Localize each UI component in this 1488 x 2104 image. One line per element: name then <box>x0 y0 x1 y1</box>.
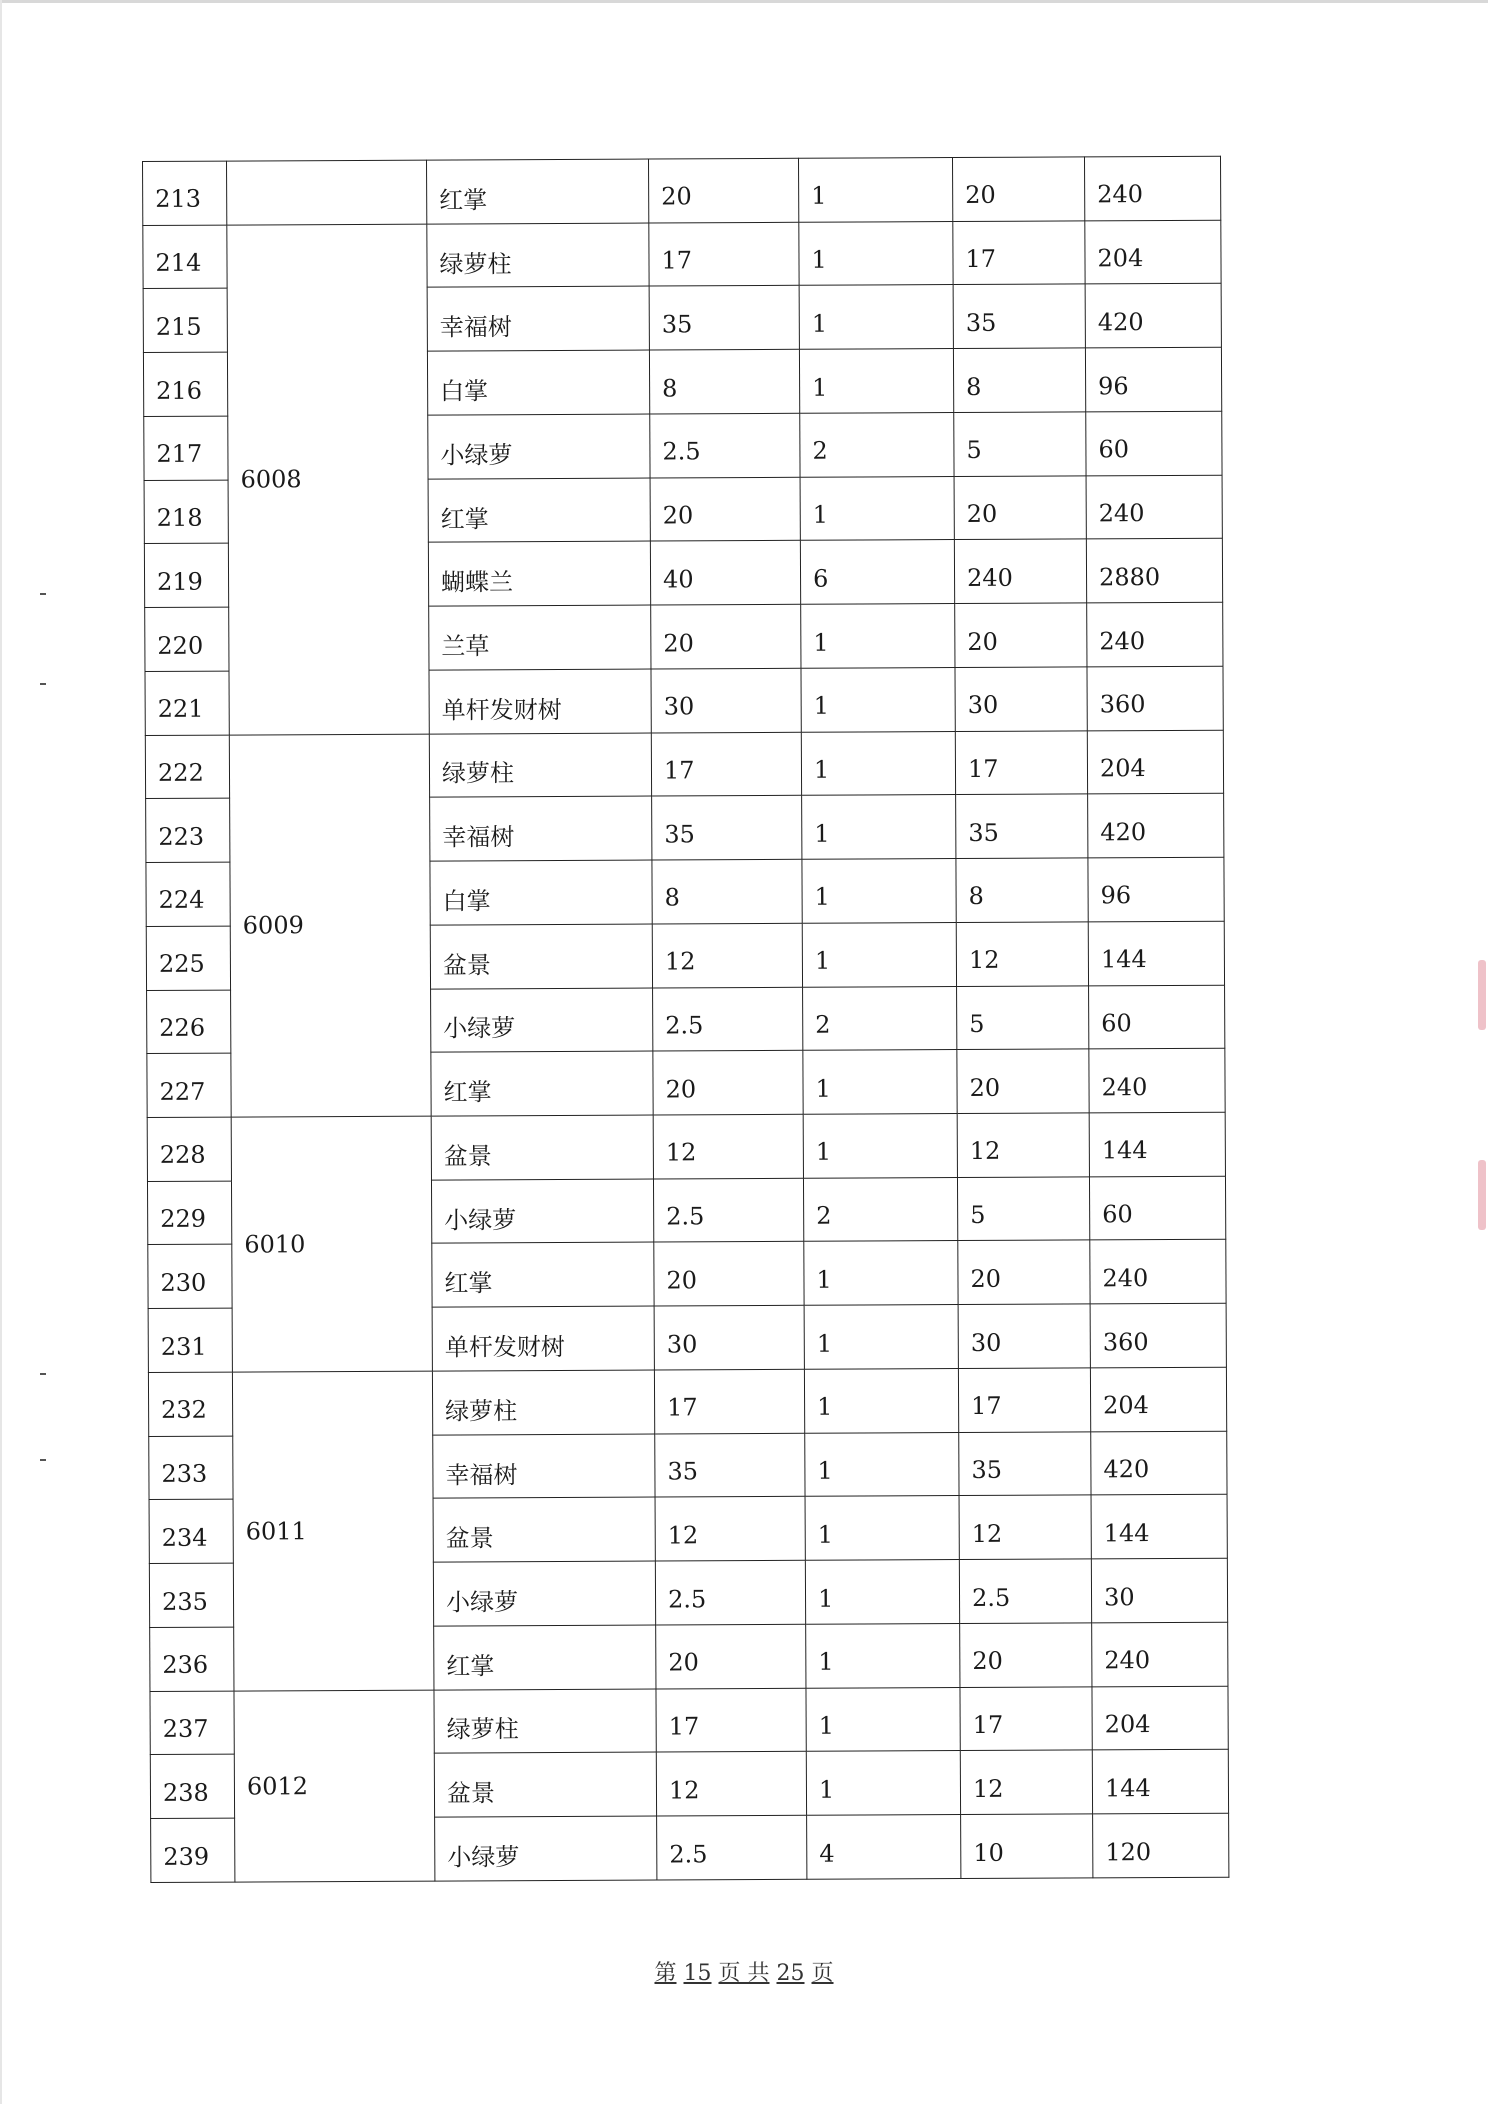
cell-no: 222 <box>145 735 229 799</box>
binding-hole-mark <box>40 683 46 685</box>
cell-name: 幸福树 <box>430 796 652 861</box>
cell-name: 绿萝柱 <box>429 733 651 798</box>
cell-total: 420 <box>1085 284 1221 348</box>
cell-total: 120 <box>1093 1813 1229 1878</box>
cell-price: 2.5 <box>655 1560 805 1624</box>
cell-price: 2.5 <box>653 987 803 1051</box>
cell-price: 8 <box>652 859 802 923</box>
footer-middle: 页 共 <box>718 1961 770 1986</box>
cell-no: 234 <box>149 1499 233 1563</box>
cell-total: 60 <box>1086 411 1222 475</box>
cell-qty: 1 <box>801 731 955 795</box>
cell-unit-total: 17 <box>953 221 1085 285</box>
cell-unit-total: 17 <box>960 1687 1092 1751</box>
cell-unit-total: 17 <box>958 1368 1090 1432</box>
cell-name: 白掌 <box>427 350 649 415</box>
cell-name: 单杆发财树 <box>432 1306 654 1371</box>
cell-price: 12 <box>652 923 802 987</box>
table-body <box>143 156 1229 1882</box>
cell-price: 2.5 <box>653 1178 803 1242</box>
cell-name: 小绿萝 <box>431 1179 653 1244</box>
footer-suffix: 页 <box>811 1961 834 1986</box>
cell-total: 144 <box>1089 1112 1225 1176</box>
cell-group: 6012 <box>234 1690 435 1882</box>
footer-prefix: 第 <box>654 1961 677 1986</box>
cell-no: 225 <box>146 926 230 990</box>
cell-unit-total: 12 <box>957 1113 1089 1177</box>
cell-no: 220 <box>145 607 229 671</box>
cell-unit-total: 20 <box>958 1240 1090 1304</box>
cell-name: 盆景 <box>430 924 652 989</box>
cell-price: 35 <box>652 796 802 860</box>
cell-no: 236 <box>150 1627 234 1691</box>
cell-no: 230 <box>148 1245 232 1309</box>
seal-edge-mark <box>1478 960 1486 1030</box>
cell-unit-total: 5 <box>954 412 1086 476</box>
cell-price: 30 <box>654 1305 804 1369</box>
total-pages-number: 25 <box>776 1961 805 1986</box>
cell-total: 60 <box>1089 1176 1225 1240</box>
cell-group <box>227 160 427 225</box>
cell-unit-total: 30 <box>958 1304 1090 1368</box>
cell-qty: 1 <box>802 795 956 859</box>
seal-edge-mark <box>1478 1160 1486 1230</box>
cell-unit-total: 20 <box>955 603 1087 667</box>
cell-name: 盆景 <box>431 1115 653 1180</box>
cell-unit-total: 5 <box>957 1177 1089 1241</box>
cell-name: 绿萝柱 <box>427 223 649 288</box>
cell-no: 239 <box>151 1818 235 1882</box>
cell-price: 17 <box>649 222 799 286</box>
cell-price: 2.5 <box>657 1815 807 1880</box>
cell-qty: 2 <box>800 412 954 476</box>
cell-name: 兰草 <box>429 605 651 670</box>
cell-qty: 1 <box>806 1623 960 1687</box>
table-row <box>143 156 1221 225</box>
cell-unit-total: 20 <box>960 1623 1092 1687</box>
cell-price: 20 <box>656 1624 806 1688</box>
table-row <box>145 730 1223 799</box>
cell-total: 204 <box>1085 220 1221 284</box>
cell-total: 144 <box>1092 1750 1228 1814</box>
cell-name: 小绿萝 <box>435 1816 657 1881</box>
cell-name: 蝴蝶兰 <box>428 541 650 606</box>
page-footer <box>0 1956 1488 1987</box>
cell-total: 240 <box>1092 1622 1228 1686</box>
cell-unit-total: 17 <box>955 730 1087 794</box>
cell-total: 420 <box>1088 794 1224 858</box>
cell-price: 12 <box>656 1752 806 1816</box>
binding-hole-mark <box>40 1373 46 1375</box>
cell-no: 238 <box>150 1754 234 1818</box>
cell-unit-total: 2.5 <box>959 1559 1091 1623</box>
table-row <box>147 1112 1225 1181</box>
cell-price: 40 <box>650 541 800 605</box>
cell-total: 144 <box>1091 1495 1227 1559</box>
cell-total: 204 <box>1087 730 1223 794</box>
cell-qty: 1 <box>805 1496 959 1560</box>
cell-price: 20 <box>651 604 801 668</box>
cell-group: 6010 <box>231 1116 432 1372</box>
cell-price: 12 <box>653 1114 803 1178</box>
cell-total: 96 <box>1085 347 1221 411</box>
cell-qty: 2 <box>803 1177 957 1241</box>
cell-unit-total: 5 <box>957 985 1089 1049</box>
cell-total: 2880 <box>1086 539 1222 603</box>
cell-no: 228 <box>147 1117 231 1181</box>
cell-qty: 1 <box>800 476 954 540</box>
cell-unit-total: 12 <box>956 922 1088 986</box>
cell-no: 214 <box>143 225 227 289</box>
cell-no: 233 <box>149 1436 233 1500</box>
scan-top-edge <box>0 0 1488 3</box>
cell-qty: 1 <box>799 349 953 413</box>
cell-qty: 1 <box>801 604 955 668</box>
cell-unit-total: 240 <box>954 539 1086 603</box>
cell-no: 223 <box>146 798 230 862</box>
cell-unit-total: 12 <box>959 1495 1091 1559</box>
cell-price: 35 <box>655 1433 805 1497</box>
cell-no: 229 <box>147 1181 231 1245</box>
cell-total: 240 <box>1090 1240 1226 1304</box>
cell-unit-total: 8 <box>953 348 1085 412</box>
cell-unit-total: 35 <box>959 1432 1091 1496</box>
cell-unit-total: 20 <box>957 1049 1089 1113</box>
cell-qty: 1 <box>803 1050 957 1114</box>
cell-price: 20 <box>650 477 800 541</box>
cell-qty: 6 <box>800 540 954 604</box>
cell-price: 8 <box>649 349 799 413</box>
cell-no: 213 <box>143 161 227 225</box>
cell-total: 360 <box>1087 666 1223 730</box>
cell-qty: 1 <box>806 1687 960 1751</box>
cell-unit-total: 35 <box>956 794 1088 858</box>
cell-name: 绿萝柱 <box>432 1370 654 1435</box>
cell-name: 红掌 <box>428 478 650 543</box>
cell-name: 小绿萝 <box>428 414 650 479</box>
cell-unit-total: 20 <box>952 157 1084 221</box>
cell-name: 幸福树 <box>427 286 649 351</box>
cell-price: 17 <box>654 1369 804 1433</box>
cell-name: 单杆发财树 <box>429 669 651 734</box>
cell-qty: 1 <box>804 1241 958 1305</box>
cell-name: 红掌 <box>434 1625 656 1690</box>
cell-name: 幸福树 <box>433 1434 655 1499</box>
table-row <box>150 1686 1228 1755</box>
cell-group: 6009 <box>229 734 431 1117</box>
cell-no: 216 <box>143 352 227 416</box>
cell-total: 30 <box>1091 1558 1227 1622</box>
cell-no: 235 <box>149 1563 233 1627</box>
cell-no: 226 <box>147 990 231 1054</box>
cell-qty: 1 <box>806 1751 960 1815</box>
cell-qty: 4 <box>807 1815 961 1880</box>
cell-price: 20 <box>653 1051 803 1115</box>
cell-qty: 1 <box>803 1114 957 1178</box>
cell-name: 盆景 <box>434 1752 656 1817</box>
cell-qty: 1 <box>805 1560 959 1624</box>
cell-group: 6011 <box>232 1371 434 1691</box>
cell-name: 盆景 <box>433 1497 655 1562</box>
cell-total: 240 <box>1087 602 1223 666</box>
cell-name: 红掌 <box>432 1242 654 1307</box>
cell-no: 227 <box>147 1053 231 1117</box>
cell-name: 白掌 <box>430 860 652 925</box>
cell-price: 20 <box>648 158 798 222</box>
cell-price: 12 <box>655 1497 805 1561</box>
cell-qty: 1 <box>798 158 952 222</box>
binding-hole-mark <box>40 593 46 595</box>
cell-qty: 2 <box>803 986 957 1050</box>
cell-no: 218 <box>144 480 228 544</box>
cell-no: 221 <box>145 671 229 735</box>
cell-no: 215 <box>143 289 227 353</box>
cell-unit-total: 8 <box>956 858 1088 922</box>
cell-unit-total: 10 <box>961 1814 1093 1879</box>
cell-unit-total: 20 <box>954 476 1086 540</box>
cell-qty: 1 <box>802 859 956 923</box>
scan-left-edge <box>0 0 2 2104</box>
cell-unit-total: 35 <box>953 284 1085 348</box>
table-row <box>148 1367 1226 1436</box>
cell-total: 240 <box>1089 1049 1225 1113</box>
cell-name: 小绿萝 <box>433 1561 655 1626</box>
cell-no: 224 <box>146 862 230 926</box>
cell-total: 204 <box>1090 1367 1226 1431</box>
cell-total: 240 <box>1084 156 1220 220</box>
cell-price: 20 <box>654 1242 804 1306</box>
cell-qty: 1 <box>804 1368 958 1432</box>
cell-total: 240 <box>1086 475 1222 539</box>
cell-no: 231 <box>148 1308 232 1372</box>
cell-name: 小绿萝 <box>431 988 653 1053</box>
cell-group: 6008 <box>227 224 429 735</box>
cell-qty: 1 <box>799 221 953 285</box>
cell-unit-total: 12 <box>960 1750 1092 1814</box>
cell-name: 红掌 <box>426 159 648 224</box>
cell-price: 2.5 <box>650 413 800 477</box>
cell-qty: 1 <box>805 1432 959 1496</box>
cell-qty: 1 <box>801 667 955 731</box>
cell-qty: 1 <box>804 1305 958 1369</box>
cell-qty: 1 <box>799 285 953 349</box>
cell-price: 30 <box>651 668 801 732</box>
cell-price: 17 <box>656 1688 806 1752</box>
cell-name: 红掌 <box>431 1051 653 1116</box>
cell-price: 35 <box>649 286 799 350</box>
cell-total: 360 <box>1090 1303 1226 1367</box>
cell-total: 60 <box>1089 985 1225 1049</box>
cell-no: 237 <box>150 1691 234 1755</box>
cell-total: 96 <box>1088 857 1224 921</box>
cell-total: 204 <box>1092 1686 1228 1750</box>
cell-total: 420 <box>1091 1431 1227 1495</box>
cell-no: 232 <box>148 1372 232 1436</box>
cell-no: 217 <box>144 416 228 480</box>
plant-price-table <box>142 156 1229 1883</box>
table-row <box>143 220 1221 289</box>
cell-unit-total: 30 <box>955 667 1087 731</box>
cell-total: 144 <box>1088 921 1224 985</box>
cell-no: 219 <box>144 543 228 607</box>
cell-price: 17 <box>651 732 801 796</box>
cell-qty: 1 <box>802 922 956 986</box>
cell-name: 绿萝柱 <box>434 1689 656 1754</box>
current-page-number: 15 <box>683 1961 712 1986</box>
binding-hole-mark <box>40 1459 46 1461</box>
